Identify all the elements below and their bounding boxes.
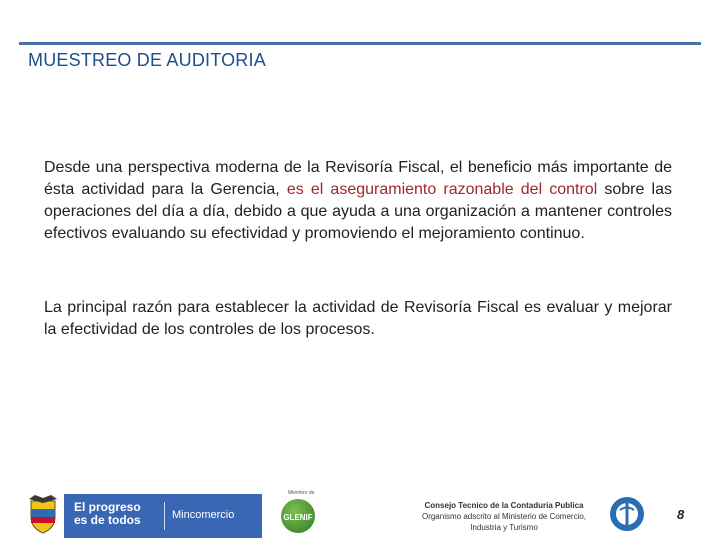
slide-title: MUESTREO DE AUDITORIA: [28, 50, 266, 70]
brand-slogan: El progreso es de todos: [74, 500, 141, 527]
brand-divider: [164, 502, 165, 530]
brand-ministry: Mincomercio: [172, 509, 235, 521]
page-number: 8: [677, 507, 685, 522]
paragraph-1-highlight: es el aseguramiento razonable del control: [286, 181, 598, 198]
council-name: Consejo Tecnico de la Contaduria Publica: [424, 501, 584, 510]
footer: [19, 490, 701, 540]
brand-banner: [64, 494, 262, 538]
council-emblem-icon: [609, 496, 645, 532]
colombia-coat-of-arms-icon: [25, 495, 61, 535]
glenif-label: GLENIF: [283, 513, 313, 522]
council-affiliation: Organismo adscrito al Ministerio de Comercio, Industria y Turismo: [421, 512, 587, 532]
top-rule: [19, 42, 701, 45]
glenif-caption: Miembro de: [288, 490, 315, 496]
council-label: [411, 500, 597, 533]
paragraph-2: La principal razón para establecer la actividad de Revisoría Fiscal es evaluar y mejorar la efectividad de los controles de los procesos.: [44, 299, 672, 338]
glenif-logo: [277, 490, 321, 540]
paragraph-1-start: Desde una perspectiva moderna de la Revisoría Fiscal, el beneficio más importante de ésta actividad para la Gerencia,: [44, 159, 672, 198]
paragraph-1-end: sobre las operaciones del día a día, debido a que ayuda a una organización a mantener controles efectivos evaluando su efectividad y promoviendo el mejoramiento continuo.: [44, 181, 672, 242]
paragraph-1: [44, 157, 672, 245]
